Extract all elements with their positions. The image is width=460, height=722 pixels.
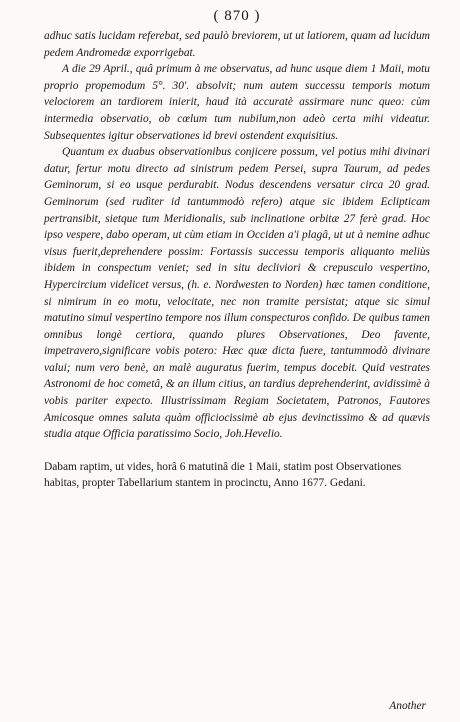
catchword: Another [389,700,426,712]
letter-body [44,28,430,443]
paragraph-1: adhuc satis lucidam referebat, sed paulò breviorem, ut ut latiorem, quam ad lucidum pedem Andromedæ exporrigebat. [44,30,430,59]
page-number: ( 870 ) [213,8,261,24]
paragraph-3: Quantum ex duabus observationibus conjicere possum, vel potius mihi divinari datur, fertur motu directo ad sinistrum pedem Persei, supra Taurum, ad pedes Geminorum, si eo usque perdurabit. Nodus descendens versatur circa 20 grad. Geminorum (sed rudìter id tantummodò refero) atque sic ibidem Eclipticam pertransibit, sietque tum Meridionalis, sub inclinatione orbitæ 27 ferè grad. Hoc ipso vespere, dabo operam, ut cùm etiam in Occiden a'i plagâ, ut ut à nemine adhuc visus fuerit,deprehendere possim: Fortassis successu temporis aliquanto meliùs ibidem in conspectum veniet; sed in situ decliviori & crepusculo vespertino, Hypercircium videlicet versus, (h. e. Nordwesten to Norden) hæc tamen conditione, si nimirum in eo motu, velocitate, nec non tramite persistat; atque sic simul matutino simul vespertino tempore nos illum conspecturos confido. De quibus tamen omnibus longè certiora, quando plures Observationes, Deo favente, impetravero,significare vobis potero: Hæc quæ dicta fuere, tantummodò divinare valui; num vero benè, an malè auguratus fuerim, tempus docebit. Quid vestrates Astronomi de hoc cometâ, & an illum citius, an tardius deprehenderint, avidissimè à vobis pariter expecto. Illustrissimam Regiam Societatem, Patronos, Fautores Amicosque omnes saluta quàm officiocissimè ab ejus devinctissimo & ad quævis studia atque Officia paratissimo Socio, Joh.Hevelio. [44,146,430,441]
dateline [44,459,430,492]
dateline-text: Dabam raptim, ut vides, horâ 6 matutinâ die 1 Maii, statim post Observationes habitas, propter Tabellarium stantem in procinctu, Anno 1677. Gedani. [44,460,402,490]
paragraph-2: A die 29 April., quâ primum à me observatus, ad hunc usque diem 1 Maii, motu proprio propemodum 5°. 30'. absolvit; num autem successu temporis motum velociorem an tardiorem inierit, haud ità accuratè assirmare nunc queo: cùm intermedia observatio, ob cœlum tum nubilum,non adeò certa mihi videatur. Subsequentes igitur observationes id brevi ostendent exquisitius. [44,63,430,142]
